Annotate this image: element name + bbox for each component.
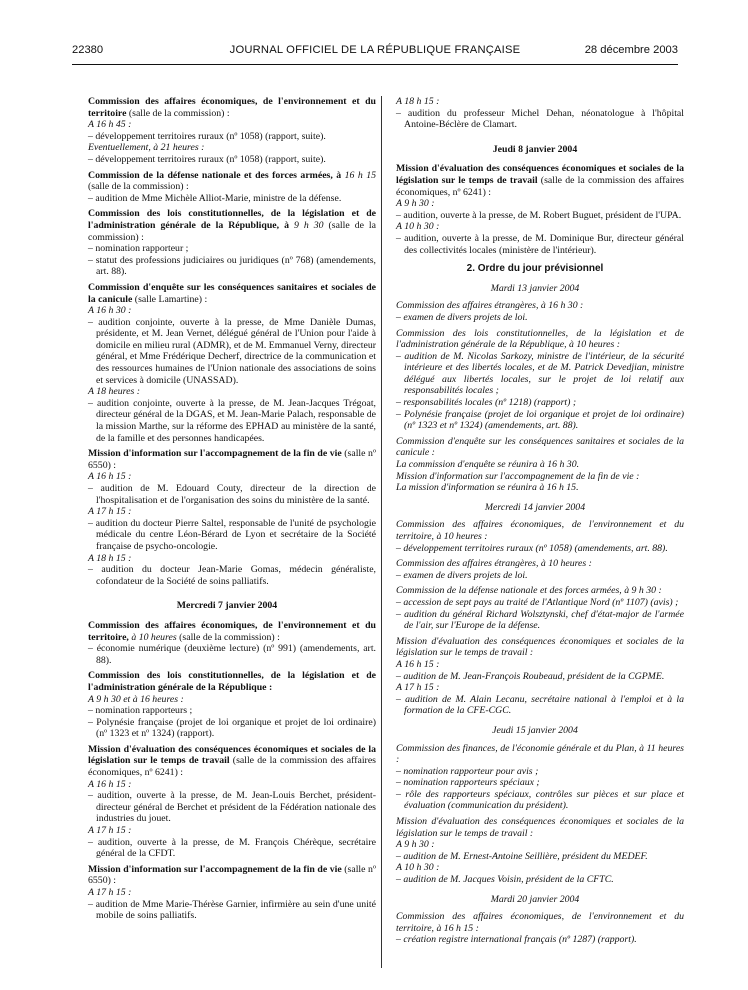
agenda-item: – audition du docteur Jean-Marie Gomas, médecin généraliste, cofondateur de la Société de soins palliatifs. [88,564,376,587]
agenda-item: – audition du professeur Michel Dehan, néonatologue à l'hôpital Antoine-Béclère de Clamart. [396,107,684,131]
block-title: Commission des lois constitutionnelles, de la législation et de l'administration générale de la République : [88,670,376,693]
page-header [72,44,678,60]
agenda-block [386,743,684,813]
agenda-item: – développement territoires ruraux (nº 1058) (rapport, suite). [88,153,326,165]
agenda-note: La mission d'information se réunira à 16 h 15. [396,482,579,494]
agenda-item: – audition du général Richard Wolsztynski, chef d'état-major de l'armée de l'air, sur l'Europe de la défense. [396,608,684,632]
time-line: A 10 h 30 : [396,221,440,233]
block-title: Mission d'information sur l'accompagnement de la fin de vie : [396,470,640,482]
block-title: Mission d'information sur l'accompagnement de la fin de vie [88,863,342,875]
left-column [78,96,376,922]
time-line: A 17 h 15 : [88,887,132,898]
block-room: (salle nº 6550) : [88,448,376,471]
agenda-block [78,96,376,166]
agenda-block [386,585,684,631]
agenda-item: – création registre international français (nº 1287) (rapport). [396,934,637,946]
block-title: Commission des lois constitutionnelles, de la législation et de l'administration générale de la République, à [88,208,376,231]
agenda-item: – Polynésie française (projet de loi organique et projet de loi ordinaire) (nº 1323 et nº 1324) (amendements, art. 88). [396,408,684,432]
agenda-item: – nomination rapporteurs spéciaux ; [396,777,540,789]
day-heading: Mardi 20 janvier 2004 [490,893,580,905]
block-title: Commission de la défense nationale et des forces armées, à [88,169,342,181]
time-line: A 16 h 15 : [396,658,440,670]
agenda-item: – audition, ouverte à la presse, de M. Dominique Bur, directeur général des collectivités locales (ministère de l'intérieur). [396,232,684,256]
agenda-item: – audition conjointe, ouverte à la presse, de M. Jean-Jacques Trégoat, directeur général de la DGAS, et M. Jean-Marie Palach, responsable de la mission Marthe, sur la réforme des EPHAD au ministère de la santé, de la famille et des personnes handicapées. [88,397,376,444]
day-heading: Mardi 13 janvier 2004 [490,282,580,294]
time-line: A 18 heures : [88,386,140,398]
agenda-block [386,96,684,131]
block-title: Commission des affaires économiques, de l'environnement et du territoire, [88,619,376,643]
time-line: A 18 h 15 : [396,96,440,107]
block-title: Commission d'enquête sur les conséquences sanitaires et sociales de la canicule : [396,435,684,459]
block-title: Commission des finances, de l'économie générale et du Plan, à 11 heures : [396,742,684,766]
time-line: A 17 h 15 : [88,825,132,837]
agenda-item: – audition de M. Alain Lecanu, secrétaire national à l'emploi et à la formation de la CFE-CGC. [396,693,684,717]
agenda-block [78,670,376,740]
block-time: 9 h 30 [293,219,324,231]
agenda-item: – responsabilités locales (nº 1218) (rapport) ; [396,397,577,409]
day-heading: Jeudi 15 janvier 2004 [492,724,578,736]
day-heading: Jeudi 8 janvier 2004 [492,143,578,155]
block-title: Commission des affaires économiques, de l'environnement et du territoire [88,96,376,119]
agenda-block [386,519,684,554]
agenda-block [386,816,684,886]
agenda-block [78,170,376,205]
block-title: Commission de la défense nationale et des forces armées, à 9 h 30 : [396,585,662,597]
agenda-item: – Polynésie française (projet de loi organique et projet de loi ordinaire) (nº 1323 et nº 1324) (rapport). [88,716,376,740]
time-line: A 16 h 15 : [88,778,132,790]
block-title: Mission d'évaluation des conséquences économiques et sociales de la législation sur le temps de travail : [396,635,684,659]
time-line: A 18 h 15 : [88,552,132,564]
agenda-note: La commission d'enquête se réunira à 16 h 30. [396,459,580,471]
time-line: A 9 h 30 : [396,198,435,210]
time-line: A 9 h 30 : [396,839,435,851]
block-title: Mission d'information sur l'accompagnement de la fin de vie [88,448,342,460]
right-column [386,96,684,946]
block-title: Mission d'évaluation des conséquences économiques et sociales de la législation sur le temps de travail [88,743,376,767]
time-line: A 17 h 15 : [88,506,132,518]
block-title: Mission d'évaluation des conséquences économiques et sociales de la législation sur le temps de travail : [396,816,684,839]
agenda-item: – examen de divers projets de loi. [396,311,528,323]
agenda-item: – audition de M. Jean-François Roubeaud, président de la CGPME. [396,670,665,682]
block-room: (salle de la commission) : [88,181,189,193]
agenda-block [78,282,376,444]
block-time: à 10 heures [128,631,177,643]
block-title: Mission d'évaluation des conséquences économiques et sociales de la législation sur le temps de travail [396,163,684,186]
agenda-item: – audition de Mme Michèle Alliot-Marie, ministre de la défense. [88,192,342,204]
agenda-item: – nomination rapporteur ; [88,243,189,255]
block-title: Commission des affaires étrangères, à 16 h 30 : [396,300,584,312]
agenda-item: – audition de M. Nicolas Sarkozy, ministre de l'intérieur, de la sécurité intérieure et des libertés locales, et de M. Patrick Devedjian, ministre délégué aux libertés locales, sur le projet de loi relatif aux responsabilités locales ; [396,350,684,397]
time-line: A 10 h 30 : [396,862,440,874]
agenda-block [386,163,684,256]
block-title: Commission des lois constitutionnelles, de la législation et de l'administration générale de la République, à 10 heures : [396,327,684,351]
time-line: A 16 h 30 : [88,305,132,317]
agenda-item: – économie numérique (deuxième lecture) (nº 991) (amendements, art. 88). [88,643,376,666]
time-line: A 16 h 45 : [88,119,132,131]
agenda-item: – examen de divers projets de loi. [396,569,528,581]
day-heading: Mercredi 7 janvier 2004 [176,600,278,612]
agenda-item: – rôle des rapporteurs spéciaux, contrôles sur pièces et sur place et évaluation (communication du président). [396,788,684,812]
agenda-block [386,558,684,581]
agenda-item: – audition de M. Ernest-Antoine Seillière, président du MEDEF. [396,850,648,862]
block-time: 16 h 15 [344,169,376,181]
agenda-block [386,328,684,432]
block-room: (salle de la commission des affaires économiques, nº 6241) : [88,755,376,779]
agenda-item: – audition de M. Edouard Couty, directeur de la direction de l'hospitalisation et de l'organisation des soins du ministère de la santé. [88,483,376,506]
agenda-item: – audition de Mme Marie-Thérèse Garnier, infirmière au sein d'une unité mobile de soins palliatifs. [88,898,376,922]
agenda-item: – nomination rapporteur pour avis ; [396,765,539,777]
block-room: (salle de la commission) : [176,631,280,643]
agenda-block [386,636,684,717]
block-title: Commission des affaires étrangères, à 10 heures : [396,558,592,570]
time-line: A 9 h 30 et à 16 heures : [88,693,184,705]
block-title: Commission des affaires économiques, de l'environnement et du territoire, à 16 h 15 : [396,911,684,934]
agenda-block [386,436,684,494]
agenda-item: – développement territoires ruraux (nº 1058) (rapport, suite). [88,130,326,142]
agenda-item: – nomination rapporteurs ; [88,705,193,717]
block-room: (salle de la commission) : [88,219,377,243]
agenda-item: – statut des professions judiciaires ou juridiques (nº 768) (amendements, art. 88). [88,254,376,278]
time-line: Eventuellement, à 21 heures : [88,142,205,154]
block-title: Commission des affaires économiques, de l'environnement et du territoire, à 10 heures : [396,519,684,542]
day-heading: Mercredi 14 janvier 2004 [484,501,586,513]
agenda-item: – audition, ouverte à la presse, de M. Jean-Louis Berchet, président-directeur général de Berchet et président de la Fédération nationale des industries du jouet. [88,790,376,825]
issue-date: 28 décembre 2003 [584,44,678,56]
agenda-block [78,448,376,587]
journal-title: JOURNAL OFFICIEL DE LA RÉPUBLIQUE FRANÇAISE [229,44,521,56]
agenda-item: – audition conjointe, ouverte à la presse, de Mme Danièle Dumas, présidente, et M. Jean Vernet, délégué général de l'Union pour l'aide à domicile en milieu rural (ADMR), et de M. Emmanuel Verny, directeur général, et Mme Frédérique Decherf, directrice de la communication et des ressources humaines de l'Union nationale des associations de soins et services à domicile (UNASSAD). [88,316,376,386]
time-line: A 17 h 15 : [396,682,440,694]
agenda-item: – développement territoires ruraux (nº 1058) (amendements, art. 88). [396,542,668,554]
agenda-item: – audition, ouverte à la presse, de M. Robert Buguet, président de l'UPA. [396,209,682,221]
agenda-block [78,864,376,922]
header-rule [72,64,678,65]
agenda-item: – audition de M. Jacques Voisin, président de la CFTC. [396,874,614,886]
block-room: (salle de la commission) : [126,107,230,119]
block-room: (salle Lamartine) : [132,293,208,305]
agenda-item: – audition du docteur Pierre Saltel, responsable de l'unité de psychologie médicale du centre Léon-Bérard de Lyon et secrétaire de la Société française de psycho-oncologie. [88,517,376,552]
agenda-item: – accession de sept pays au traité de l'Atlantique Nord (nº 1107) (avis) ; [396,596,679,608]
column-divider [381,96,382,968]
agenda-block [386,300,684,323]
section-heading: 2. Ordre du jour prévisionnel [466,263,604,275]
agenda-block [78,620,376,666]
agenda-block [78,744,376,860]
block-room: (salle nº 6550) : [88,863,376,887]
block-room: (salle de la commission des affaires économiques, nº 6241) : [396,174,684,198]
agenda-block [386,911,684,946]
time-line: A 16 h 15 : [88,471,132,483]
agenda-block [78,208,376,278]
page-number: 22380 [72,44,104,56]
block-title: Commission d'enquête sur les conséquences sanitaires et sociales de la canicule [88,281,376,305]
agenda-item: – audition, ouverte à la presse, de M. François Chérèque, secrétaire général de la CFDT. [88,836,376,860]
